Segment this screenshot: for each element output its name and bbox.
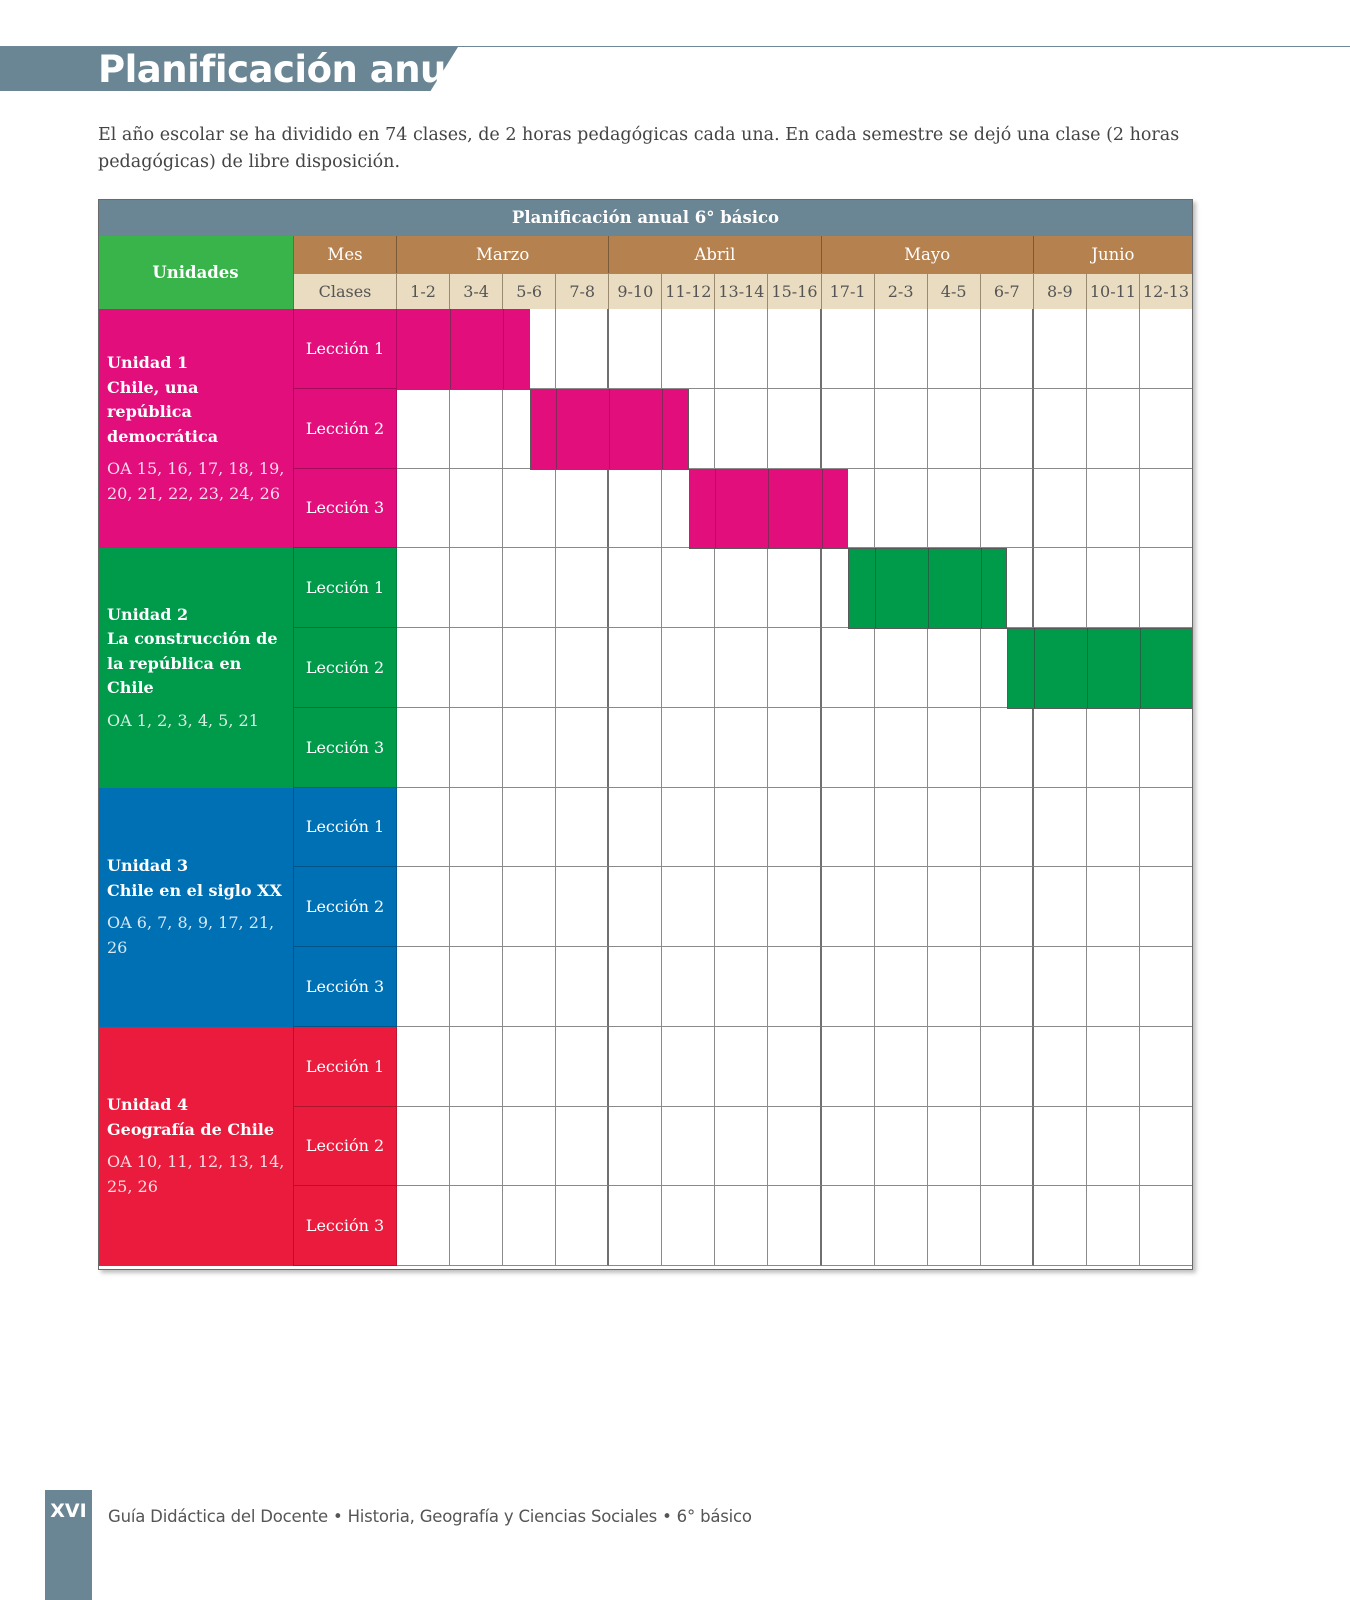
lesson-label: Lección 1 (294, 788, 397, 868)
schedule-cell (450, 708, 503, 788)
lesson-label: Lección 2 (294, 1107, 397, 1187)
units-header: Unidades (98, 236, 294, 309)
schedule-cell (768, 548, 821, 628)
lesson-label: Lección 3 (294, 1186, 397, 1266)
schedule-cell (768, 1186, 821, 1266)
schedule-cell (503, 1186, 556, 1266)
schedule-cell (822, 947, 875, 1027)
schedule-cell (1034, 389, 1087, 469)
bar-divider (768, 469, 769, 549)
bar-divider (609, 389, 610, 469)
schedule-cell (715, 947, 768, 1027)
schedule-cell (928, 469, 981, 549)
schedule-cell (397, 1107, 450, 1187)
schedule-cell (768, 708, 821, 788)
schedule-cell (1140, 708, 1193, 788)
lesson-label: Lección 3 (294, 708, 397, 788)
schedule-cell (556, 708, 609, 788)
unit-name: Unidad 2 La construcción de la república en Chile (107, 604, 278, 698)
unit-cell (98, 788, 294, 1027)
schedule-cell (928, 708, 981, 788)
schedule-cell (981, 309, 1034, 389)
schedule-cell (715, 309, 768, 389)
schedule-cell (928, 309, 981, 389)
footer-text: Guía Didáctica del Docente • Historia, Geografía y Ciencias Sociales • 6° básico (108, 1507, 752, 1526)
schedule-cell (981, 469, 1034, 549)
schedule-cell (662, 1107, 715, 1187)
schedule-cell (1087, 708, 1140, 788)
bar-divider (1087, 628, 1088, 708)
schedule-cell (609, 867, 662, 947)
schedule-cell (1034, 947, 1087, 1027)
schedule-cell (503, 947, 556, 1027)
schedule-cell (875, 309, 928, 389)
class-header: 12-13 (1140, 273, 1193, 309)
schedule-cell (397, 867, 450, 947)
bar-divider (1034, 628, 1035, 708)
schedule-cell (981, 1027, 1034, 1107)
schedule-cell (609, 1027, 662, 1107)
schedule-cell (503, 1027, 556, 1107)
class-header: 17-1 (822, 273, 875, 309)
month-header: Marzo (397, 236, 609, 273)
schedule-cell (556, 1107, 609, 1187)
schedule-cell (397, 708, 450, 788)
schedule-cell (503, 1107, 556, 1187)
lesson-label: Lección 3 (294, 469, 397, 549)
schedule-cell (609, 1186, 662, 1266)
class-header: 10-11 (1087, 273, 1140, 309)
schedule-cell (928, 867, 981, 947)
schedule-cell (822, 628, 875, 708)
bar-divider (981, 548, 982, 628)
unit-name: Unidad 4 Geografía de Chile (107, 1095, 275, 1139)
schedule-cell (1034, 469, 1087, 549)
schedule-cell (875, 708, 928, 788)
schedule-cell (556, 469, 609, 549)
schedule-cell (609, 708, 662, 788)
schedule-cell (715, 548, 768, 628)
schedule-cell (1140, 469, 1193, 549)
schedule-cell (1034, 867, 1087, 947)
schedule-cell (928, 947, 981, 1027)
class-header: 3-4 (450, 273, 503, 309)
schedule-cell (822, 867, 875, 947)
schedule-cell (928, 389, 981, 469)
schedule-cell (981, 788, 1034, 868)
page-title: Planificación anual (98, 48, 483, 91)
intro-text: El año escolar se ha dividido en 74 clases, de 2 horas pedagógicas cada una. En cada semestre se dejó una clase (2 horas pedagógicas) de libre disposición. (98, 125, 1180, 172)
unit-cell (98, 1027, 294, 1266)
schedule-cell (1140, 548, 1193, 628)
schedule-cell (1034, 548, 1087, 628)
bar-divider (875, 548, 876, 628)
schedule-cell (450, 788, 503, 868)
bar-divider (822, 469, 823, 549)
schedule-cell (450, 947, 503, 1027)
schedule-cell (822, 788, 875, 868)
schedule-cell (1140, 788, 1193, 868)
schedule-cell (768, 628, 821, 708)
unit-name: Unidad 1 Chile, una república democrática (107, 353, 219, 446)
schedule-cell (609, 1107, 662, 1187)
schedule-cell (822, 1186, 875, 1266)
schedule-cell (1087, 788, 1140, 868)
unit-objectives: OA 6, 7, 8, 9, 17, 21, 26 (107, 913, 275, 957)
schedule-cell (450, 1186, 503, 1266)
schedule-cell (662, 867, 715, 947)
bar-divider (662, 389, 663, 469)
schedule-cell (822, 309, 875, 389)
schedule-cell (397, 548, 450, 628)
schedule-cell (1034, 1107, 1087, 1187)
schedule-cell (1140, 1027, 1193, 1107)
schedule-cell (1034, 1186, 1087, 1266)
schedule-cell (556, 548, 609, 628)
schedule-cell (1140, 947, 1193, 1027)
schedule-cell (1087, 548, 1140, 628)
class-header: 15-16 (768, 273, 821, 309)
month-header: Junio (1034, 236, 1193, 273)
schedule-cell (609, 788, 662, 868)
schedule-cell (1087, 389, 1140, 469)
schedule-cell (556, 309, 609, 389)
bar-divider (1140, 628, 1141, 708)
schedule-cell (981, 867, 1034, 947)
schedule-cell (1140, 309, 1193, 389)
schedule-cell (928, 628, 981, 708)
schedule-cell (928, 1186, 981, 1266)
schedule-cell (503, 708, 556, 788)
lesson-label: Lección 1 (294, 1027, 397, 1107)
schedule-cell (556, 788, 609, 868)
schedule-cell (928, 1027, 981, 1107)
schedule-cell (1034, 1027, 1087, 1107)
schedule-cell (662, 309, 715, 389)
schedule-cell (450, 389, 503, 469)
lesson-label: Lección 1 (294, 548, 397, 628)
schedule-cell (875, 867, 928, 947)
schedule-cell (397, 628, 450, 708)
schedule-cell (1140, 389, 1193, 469)
schedule-cell (397, 1027, 450, 1107)
schedule-cell (875, 389, 928, 469)
lesson-label: Lección 2 (294, 867, 397, 947)
schedule-cell (397, 469, 450, 549)
schedule-cell (768, 1027, 821, 1107)
schedule-cell (715, 1027, 768, 1107)
schedule-cell (715, 389, 768, 469)
schedule-cell (928, 788, 981, 868)
schedule-cell (503, 628, 556, 708)
schedule-cell (768, 309, 821, 389)
schedule-cell (662, 1027, 715, 1107)
schedule-cell (556, 628, 609, 708)
unit-objectives: OA 1, 2, 3, 4, 5, 21 (107, 710, 259, 730)
schedule-cell (981, 947, 1034, 1027)
schedule-cell (450, 548, 503, 628)
schedule-cell (450, 1027, 503, 1107)
schedule-cell (397, 947, 450, 1027)
schedule-cell (822, 708, 875, 788)
page-number: XVI (50, 1500, 87, 1522)
schedule-cell (609, 469, 662, 549)
schedule-bar (1007, 628, 1193, 709)
table-title: Planificación anual 6° básico (98, 199, 1193, 236)
bar-divider (503, 309, 504, 389)
schedule-cell (822, 1107, 875, 1187)
schedule-cell (715, 708, 768, 788)
schedule-cell (822, 1027, 875, 1107)
class-header: 1-2 (397, 273, 450, 309)
class-header: 4-5 (928, 273, 981, 309)
schedule-cell (397, 788, 450, 868)
lesson-label: Lección 3 (294, 947, 397, 1027)
schedule-cell (822, 389, 875, 469)
bar-divider (928, 548, 929, 628)
schedule-cell (1140, 1186, 1193, 1266)
schedule-cell (662, 947, 715, 1027)
schedule-cell (715, 628, 768, 708)
schedule-cell (556, 1027, 609, 1107)
schedule-cell (662, 788, 715, 868)
schedule-cell (556, 1186, 609, 1266)
schedule-cell (662, 548, 715, 628)
schedule-cell (768, 788, 821, 868)
schedule-cell (1087, 867, 1140, 947)
schedule-cell (875, 947, 928, 1027)
schedule-cell (397, 389, 450, 469)
schedule-cell (875, 1186, 928, 1266)
schedule-cell (1087, 1027, 1140, 1107)
schedule-cell (981, 708, 1034, 788)
schedule-cell (1087, 1186, 1140, 1266)
schedule-cell (609, 947, 662, 1027)
schedule-cell (609, 628, 662, 708)
schedule-cell (1087, 309, 1140, 389)
schedule-cell (928, 1107, 981, 1187)
schedule-cell (875, 628, 928, 708)
schedule-cell (715, 788, 768, 868)
schedule-cell (1034, 788, 1087, 868)
schedule-cell (981, 1186, 1034, 1266)
bar-divider (556, 389, 557, 469)
schedule-cell (715, 1107, 768, 1187)
unit-objectives: OA 10, 11, 12, 13, 14, 25, 26 (107, 1152, 285, 1196)
schedule-cell (1087, 1107, 1140, 1187)
schedule-cell (609, 548, 662, 628)
schedule-cell (662, 1186, 715, 1266)
lesson-label: Lección 1 (294, 309, 397, 389)
schedule-cell (768, 947, 821, 1027)
schedule-cell (450, 867, 503, 947)
class-header: 8-9 (1034, 273, 1087, 309)
class-header: 13-14 (715, 273, 768, 309)
schedule-cell (450, 469, 503, 549)
schedule-cell (503, 469, 556, 549)
schedule-cell (1140, 1107, 1193, 1187)
schedule-cell (981, 1107, 1034, 1187)
schedule-cell (609, 309, 662, 389)
class-header: 9-10 (609, 273, 662, 309)
lesson-label: Lección 2 (294, 389, 397, 469)
class-header: 2-3 (875, 273, 928, 309)
schedule-cell (768, 389, 821, 469)
schedule-cell (662, 628, 715, 708)
schedule-cell (981, 389, 1034, 469)
schedule-cell (397, 1186, 450, 1266)
schedule-cell (1087, 947, 1140, 1027)
schedule-cell (1034, 309, 1087, 389)
schedule-cell (503, 548, 556, 628)
classes-label: Clases (294, 273, 397, 309)
unit-cell (98, 309, 294, 548)
unit-name: Unidad 3 Chile en el siglo XX (107, 856, 282, 900)
schedule-cell (1034, 708, 1087, 788)
unit-objectives: OA 15, 16, 17, 18, 19, 20, 21, 22, 23, 24, 26 (107, 459, 285, 503)
schedule-cell (662, 708, 715, 788)
month-header: Mayo (822, 236, 1034, 273)
schedule-cell (503, 788, 556, 868)
schedule-cell (450, 628, 503, 708)
schedule-bar (397, 309, 530, 390)
class-header: 7-8 (556, 273, 609, 309)
schedule-cell (1140, 867, 1193, 947)
bar-divider (715, 469, 716, 549)
lesson-label: Lección 2 (294, 628, 397, 708)
schedule-cell (768, 1107, 821, 1187)
schedule-cell (875, 1027, 928, 1107)
class-header: 5-6 (503, 273, 556, 309)
month-header: Abril (609, 236, 821, 273)
schedule-cell (450, 1107, 503, 1187)
schedule-cell (875, 1107, 928, 1187)
schedule-cell (503, 867, 556, 947)
month-label: Mes (294, 236, 397, 273)
schedule-cell (875, 469, 928, 549)
schedule-cell (768, 867, 821, 947)
bar-divider (450, 309, 451, 389)
class-header: 11-12 (662, 273, 715, 309)
schedule-cell (715, 1186, 768, 1266)
schedule-cell (556, 947, 609, 1027)
schedule-cell (1087, 469, 1140, 549)
schedule-cell (875, 788, 928, 868)
class-header: 6-7 (981, 273, 1034, 309)
unit-cell (98, 548, 294, 787)
schedule-cell (556, 867, 609, 947)
schedule-cell (715, 867, 768, 947)
